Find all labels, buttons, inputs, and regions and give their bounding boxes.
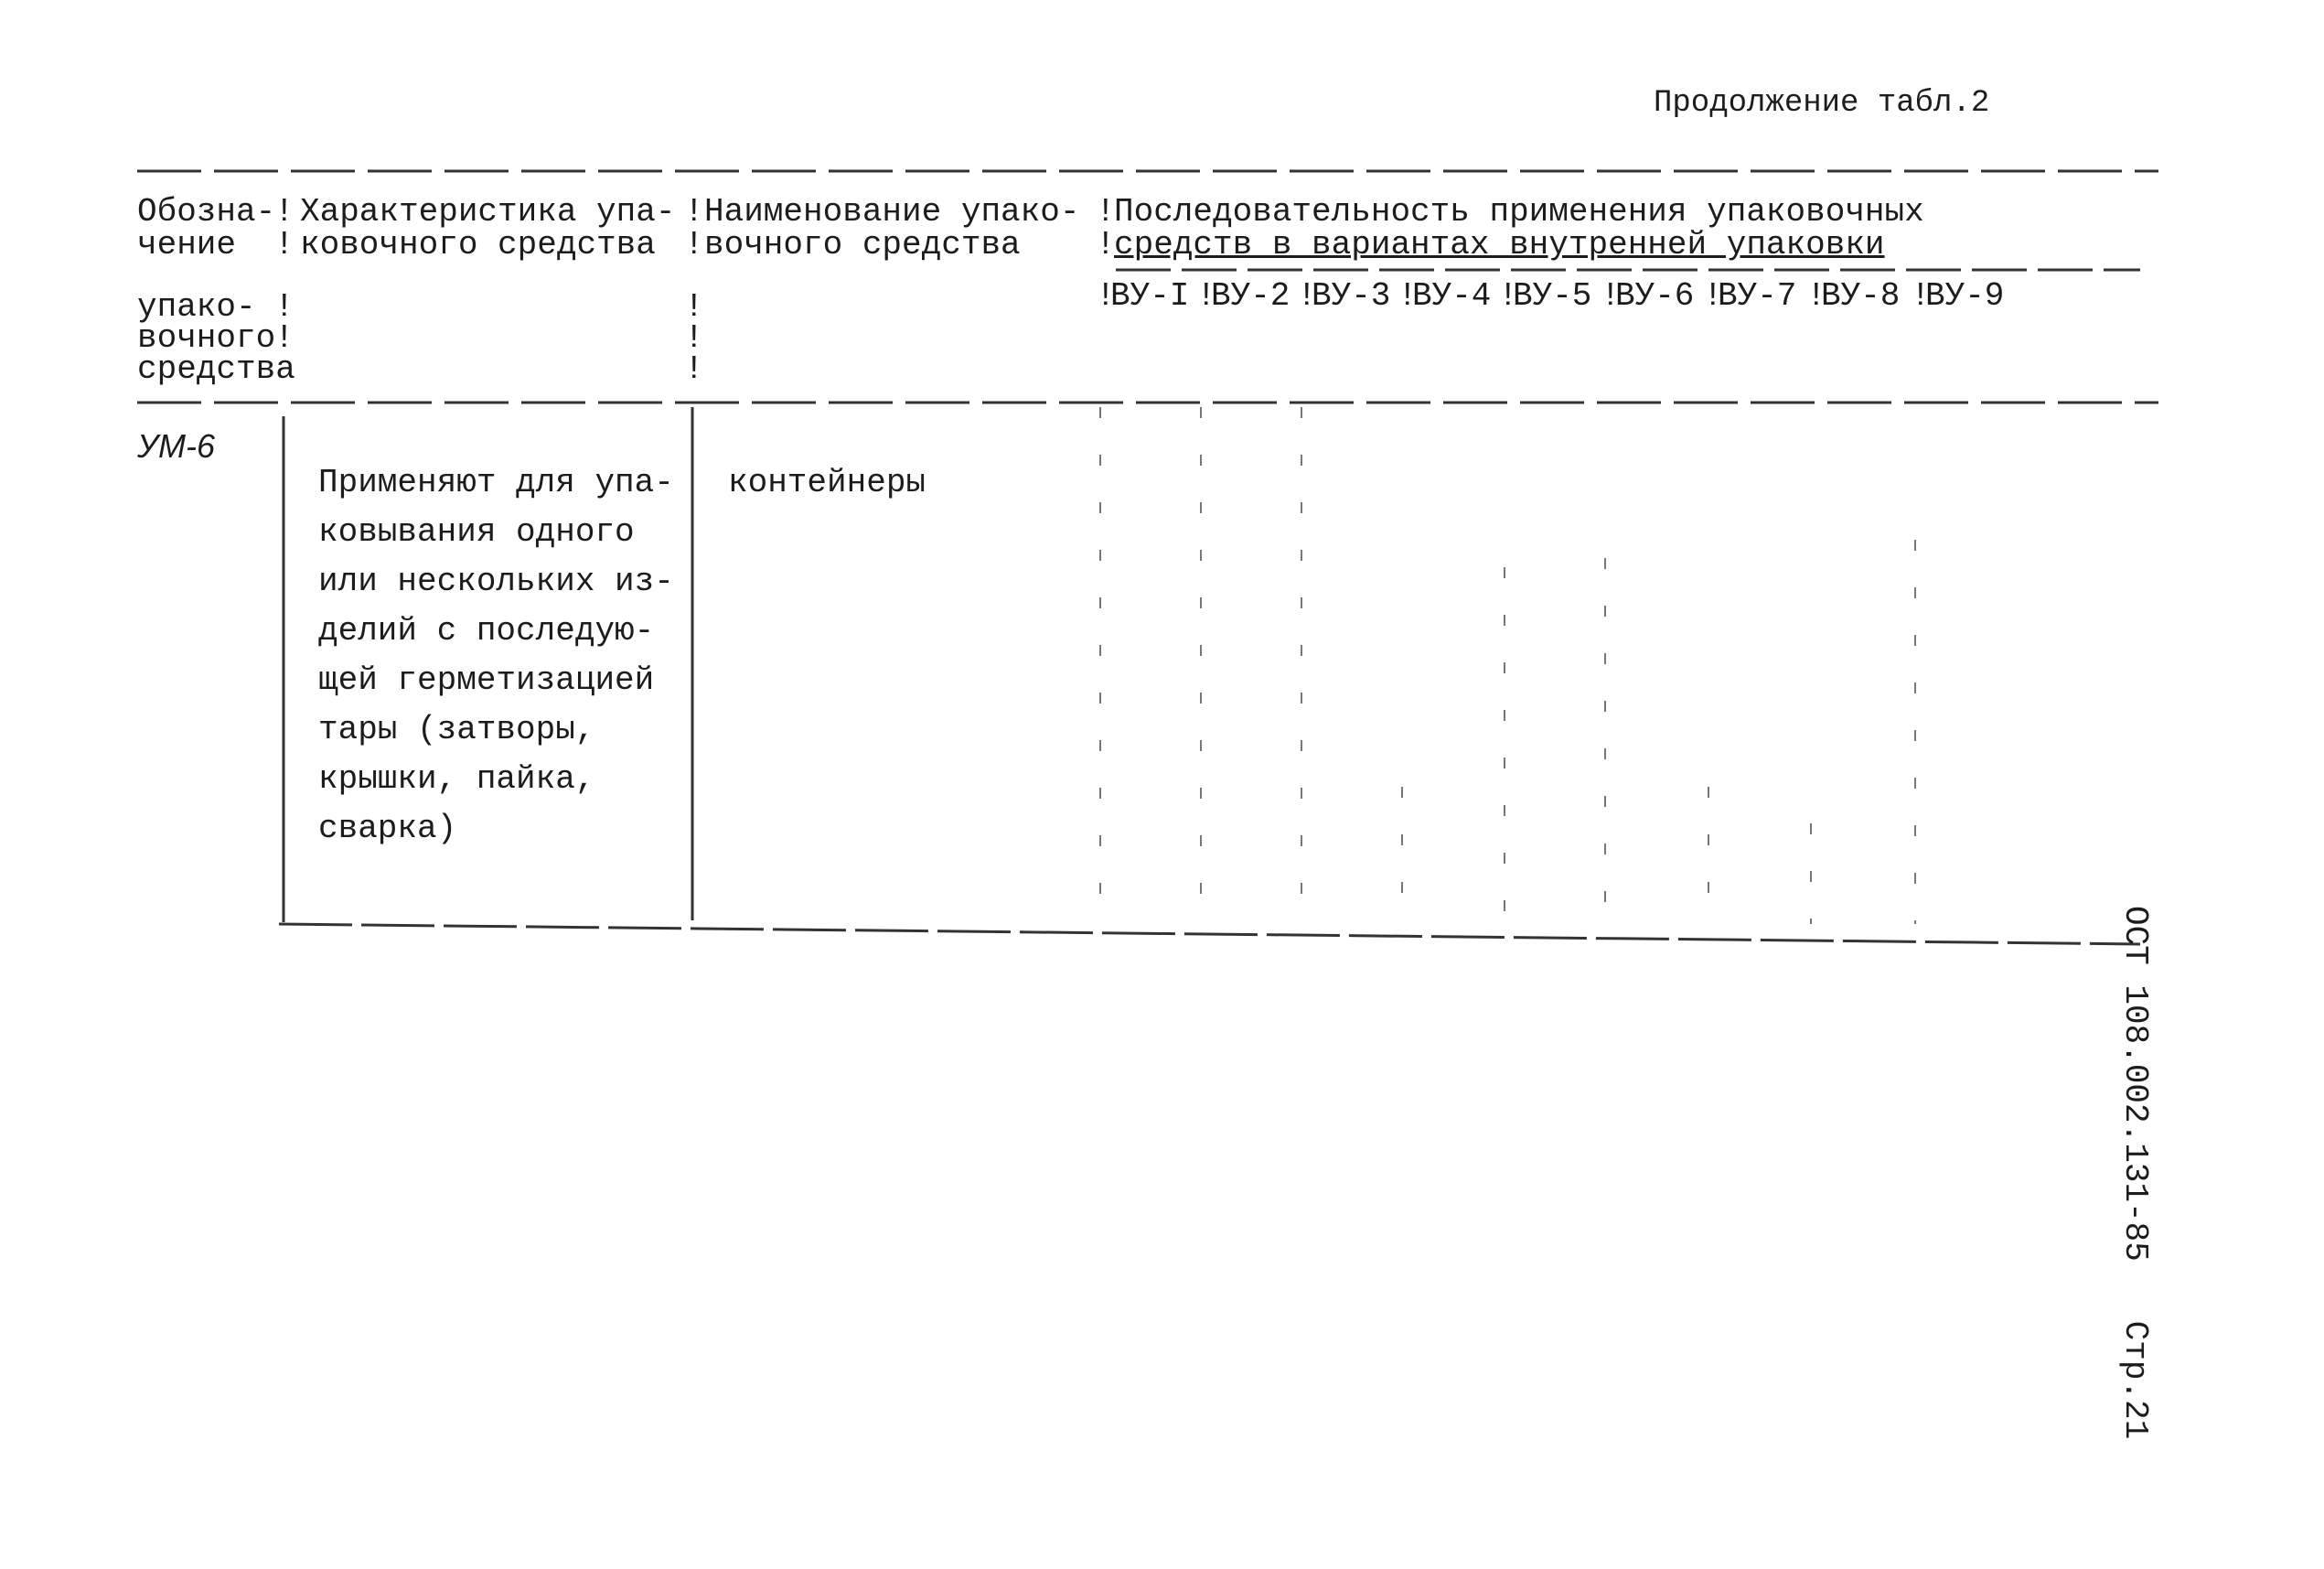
characteristic-line-5: щей герметизацией bbox=[318, 661, 655, 699]
separator-mark: ! bbox=[684, 288, 704, 326]
designation-header-line-4: вочного bbox=[137, 319, 276, 357]
variant-header-7: ВУ-7 bbox=[1718, 277, 1797, 315]
separator-mark: ! bbox=[684, 226, 704, 263]
separator-mark: ! bbox=[1096, 193, 1116, 231]
sequence-header-line-1: Последовательность применения упаковочных bbox=[1114, 193, 1924, 231]
separator-mark: ! bbox=[1806, 277, 1826, 315]
variant-header-3: ВУ-3 bbox=[1312, 277, 1391, 315]
separator-mark: ! bbox=[1096, 277, 1116, 315]
variant-header-5: ВУ-5 bbox=[1513, 277, 1592, 315]
sequence-header-line-2: средств в вариантах внутренней упаковки bbox=[1114, 226, 1885, 263]
characteristic-header-line-1: Характеристика упа- bbox=[300, 193, 676, 231]
designation-header-line-1: Обозна- bbox=[137, 193, 276, 231]
separator-mark: ! bbox=[274, 319, 295, 357]
variant-header-6: ВУ-6 bbox=[1615, 277, 1695, 315]
row-designation: УМ-6 bbox=[137, 427, 216, 465]
variant-header-9: ВУ-9 bbox=[1925, 277, 2005, 315]
separator-mark: ! bbox=[1196, 277, 1216, 315]
name-header-line-2: вочного средства bbox=[704, 226, 1021, 263]
separator-mark: ! bbox=[1601, 277, 1621, 315]
name-header-line-1: Наименование упако- bbox=[704, 193, 1080, 231]
characteristic-line-3: или нескольких из- bbox=[318, 563, 674, 600]
variant-header-8: ВУ-8 bbox=[1821, 277, 1901, 315]
separator-mark: ! bbox=[684, 193, 704, 231]
characteristic-header-line-2: ковочного средства bbox=[300, 226, 656, 263]
characteristic-line-4: делий с последую- bbox=[318, 612, 655, 650]
designation-header-line-2: чение bbox=[137, 226, 237, 263]
document-stamp: ОСТ 108.002.131-85 Стр.21 bbox=[2116, 906, 2154, 1440]
separator-mark: ! bbox=[1911, 277, 1931, 315]
separator-mark: ! bbox=[684, 350, 704, 388]
separator-mark: ! bbox=[274, 193, 295, 231]
variant-header-4: ВУ-4 bbox=[1412, 277, 1492, 315]
characteristic-line-6: тары (затворы, bbox=[318, 711, 595, 748]
characteristic-line-2: ковывания одного bbox=[318, 513, 635, 551]
variant-header-2: ВУ-2 bbox=[1211, 277, 1291, 315]
separator-mark: ! bbox=[274, 288, 295, 326]
separator-mark: ! bbox=[274, 226, 295, 263]
characteristic-line-8: сварка) bbox=[318, 810, 457, 847]
row-name: контейнеры bbox=[728, 464, 926, 501]
separator-mark: ! bbox=[684, 319, 704, 357]
characteristic-line-7: крышки, пайка, bbox=[318, 760, 595, 798]
designation-header-line-5: средства bbox=[137, 350, 295, 388]
continuation-label: Продолжение табл.2 bbox=[1654, 86, 1990, 121]
separator-mark: ! bbox=[1096, 226, 1116, 263]
separator-mark: ! bbox=[1398, 277, 1418, 315]
separator-mark: ! bbox=[1703, 277, 1723, 315]
designation-header-line-3: упако- bbox=[137, 288, 256, 326]
separator-mark: ! bbox=[1498, 277, 1518, 315]
characteristic-line-1: Применяют для упа- bbox=[318, 464, 674, 501]
separator-mark: ! bbox=[1297, 277, 1317, 315]
variant-header-1: ВУ-I bbox=[1110, 277, 1190, 315]
